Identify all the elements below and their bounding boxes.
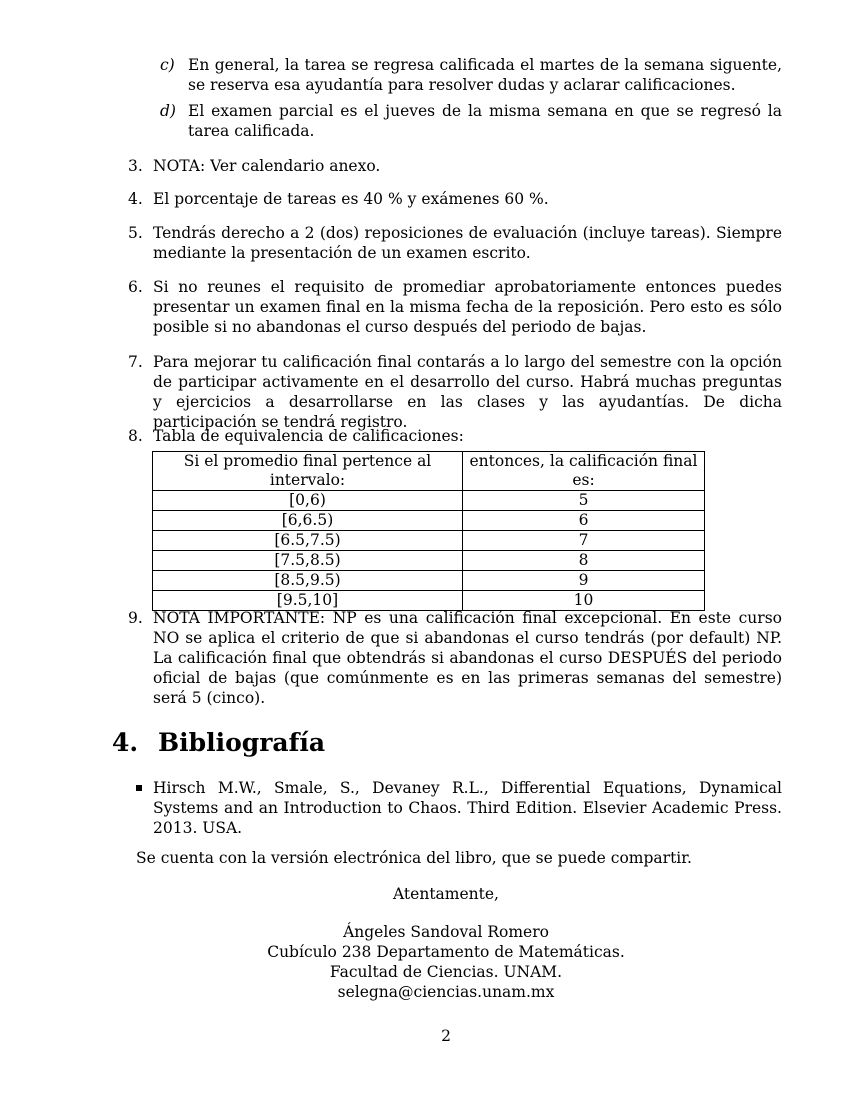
grade-cell: 9 bbox=[463, 571, 705, 591]
signature-office: Cubículo 238 Departamento de Matemáticas. bbox=[267, 943, 625, 961]
list-item-3 bbox=[128, 156, 782, 176]
table-header-grade: entonces, la calificación final es: bbox=[463, 452, 705, 491]
interval-cell: [8.5,9.5) bbox=[153, 571, 463, 591]
interval-cell: [0,6) bbox=[153, 491, 463, 511]
item-text: El porcentaje de tareas es 40 % y exámenes 60 %. bbox=[153, 190, 549, 208]
sub-item-text: El examen parcial es el jueves de la misma semana en que se regresó la tarea calificada. bbox=[188, 102, 782, 140]
signature-email: selegna@ciencias.unam.mx bbox=[337, 983, 555, 1001]
closing: Atentamente, bbox=[393, 885, 499, 903]
table-row bbox=[153, 511, 705, 531]
section-title: Bibliografía bbox=[158, 728, 326, 757]
item-number: 7. bbox=[128, 353, 143, 371]
grade-cell: 7 bbox=[463, 531, 705, 551]
interval-cell: [9.5,10] bbox=[153, 591, 463, 611]
sub-item-text: En general, la tarea se regresa calificada el martes de la semana siguente, se reserva esa ayudantía para resolver dudas y aclarar calificaciones. bbox=[188, 56, 782, 94]
grade-cell: 5 bbox=[463, 491, 705, 511]
item-number: 3. bbox=[128, 157, 143, 175]
list-item-4 bbox=[128, 189, 782, 209]
item-text: Si no reunes el requisito de promediar aprobatoriamente entonces puedes presentar un examen final en la misma fecha de la reposición. Pero esto es sólo posible si no abandonas el curso después del periodo de bajas. bbox=[153, 278, 782, 336]
list-item-6 bbox=[128, 277, 782, 337]
section-number: 4. bbox=[112, 728, 139, 757]
sub-item-label: d) bbox=[160, 102, 176, 120]
item-number: 6. bbox=[128, 278, 143, 296]
grade-cell: 10 bbox=[463, 591, 705, 611]
table-row bbox=[153, 571, 705, 591]
sub-item-c bbox=[160, 55, 782, 95]
item-number: 5. bbox=[128, 224, 143, 242]
sub-item-label: c) bbox=[160, 56, 175, 74]
table-row bbox=[153, 491, 705, 511]
interval-cell: [6,6.5) bbox=[153, 511, 463, 531]
table-header-interval: Si el promedio final pertence al intervalo: bbox=[153, 452, 463, 491]
bibliography-item bbox=[136, 778, 782, 838]
interval-cell: [7.5,8.5) bbox=[153, 551, 463, 571]
item-text: Tendrás derecho a 2 (dos) reposiciones de evaluación (incluye tareas). Siempre mediante la presentación de un examen escrito. bbox=[153, 224, 782, 262]
page-number: 2 bbox=[441, 1027, 451, 1045]
signature-faculty: Facultad de Ciencias. UNAM. bbox=[329, 963, 563, 981]
list-item-5 bbox=[128, 223, 782, 263]
item-number: 9. bbox=[128, 609, 143, 627]
item-text: NOTA IMPORTANTE: NP es una calificación final excepcional. En este curso NO se aplica el criterio de que si abandonas el curso tendrás (por default) NP. La calificación final que obtendrás si abandonas el curso DESPUÉS del periodo oficial de bajas (que comúnmente es en las primeras semanas del semestre) será 5 (cinco). bbox=[153, 609, 782, 707]
item-number: 8. bbox=[128, 427, 143, 445]
grade-equivalence-table bbox=[152, 451, 705, 611]
list-item-9 bbox=[128, 608, 782, 708]
sub-item-d bbox=[160, 101, 782, 141]
list-item-8 bbox=[128, 426, 782, 446]
bullet-icon bbox=[136, 785, 142, 791]
signature-name: Ángeles Sandoval Romero bbox=[343, 923, 549, 941]
section-heading bbox=[112, 728, 325, 758]
ebook-note: Se cuenta con la versión electrónica del libro, que se puede compartir. bbox=[136, 849, 692, 867]
item-text: Tabla de equivalencia de calificaciones: bbox=[153, 427, 464, 445]
table-header-row bbox=[153, 452, 705, 491]
grade-cell: 6 bbox=[463, 511, 705, 531]
item-text: NOTA: Ver calendario anexo. bbox=[153, 157, 381, 175]
grade-cell: 8 bbox=[463, 551, 705, 571]
table-row bbox=[153, 531, 705, 551]
bibliography-text: Hirsch M.W., Smale, S., Devaney R.L., Differential Equations, Dynamical Systems and an Introduction to Chaos. Third Edition. Elsevier Academic Press. 2013. USA. bbox=[153, 779, 782, 837]
item-number: 4. bbox=[128, 190, 143, 208]
list-item-7 bbox=[128, 352, 782, 432]
item-text: Para mejorar tu calificación final contarás a lo largo del semestre con la opción de participar activamente en el desarrollo del curso. Habrá muchas preguntas y ejercicios a desarrollarse en las clases y las ayudantías. De dicha participación se tendrá registro. bbox=[153, 353, 782, 431]
table-row bbox=[153, 551, 705, 571]
interval-cell: [6.5,7.5) bbox=[153, 531, 463, 551]
